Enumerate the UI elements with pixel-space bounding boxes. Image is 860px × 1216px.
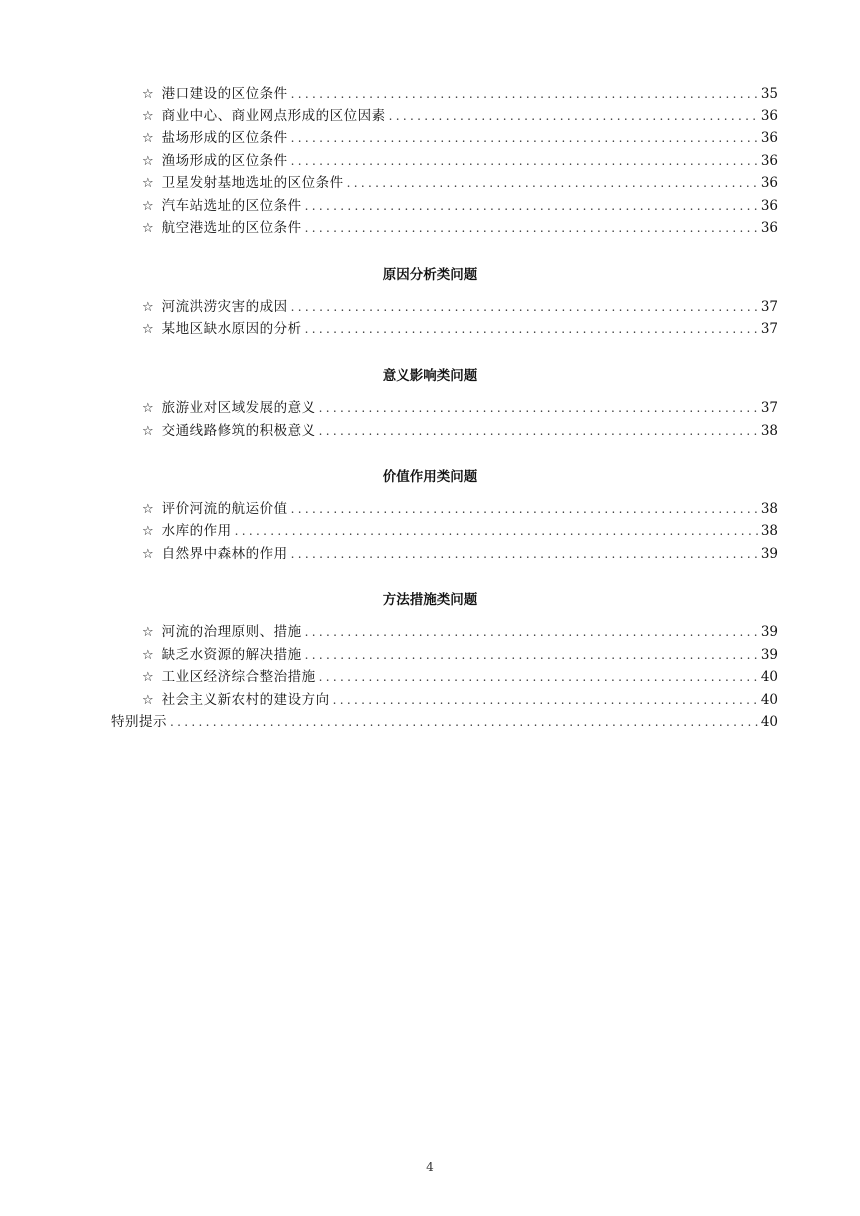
toc-entry-special-notes[interactable] xyxy=(111,711,778,733)
toc-entry-page: 38 xyxy=(760,423,778,439)
toc-entry-title: 盐场形成的区位条件 xyxy=(161,130,288,146)
toc-entry-title: 渔场形成的区位条件 xyxy=(161,153,288,169)
toc-entry-title: 交通线路修筑的积极意义 xyxy=(161,423,316,439)
toc-entry[interactable] xyxy=(142,644,778,666)
toc-entry-page: 39 xyxy=(760,647,778,663)
star-icon: ☆ xyxy=(142,670,154,685)
toc-entry-title: 港口建设的区位条件 xyxy=(161,86,288,102)
star-icon: ☆ xyxy=(142,524,154,539)
toc-entry-page: 38 xyxy=(760,523,778,539)
toc-entry-title: 工业区经济综合整治措施 xyxy=(161,669,316,685)
toc-entry[interactable] xyxy=(142,105,778,127)
toc-entry[interactable] xyxy=(142,217,778,239)
star-icon: ☆ xyxy=(142,300,154,315)
toc-entry[interactable] xyxy=(142,296,778,318)
toc-entry-title: 旅游业对区域发展的意义 xyxy=(161,400,316,416)
star-icon: ☆ xyxy=(142,322,154,337)
dot-leader xyxy=(389,105,758,127)
star-icon: ☆ xyxy=(142,693,154,708)
toc-entry-page: 37 xyxy=(760,299,778,315)
dot-leader xyxy=(291,543,758,565)
dot-leader xyxy=(291,150,758,172)
dot-leader xyxy=(291,498,758,520)
section-heading[interactable]: 意义影响类问题 xyxy=(382,368,478,384)
section-heading[interactable]: 方法措施类问题 xyxy=(382,592,478,608)
star-icon: ☆ xyxy=(142,625,154,640)
toc-entry-page: 37 xyxy=(760,400,778,416)
toc-entry-title: 评价河流的航运价值 xyxy=(161,501,288,517)
star-icon: ☆ xyxy=(142,154,154,169)
toc-entry-page: 36 xyxy=(760,153,778,169)
star-icon: ☆ xyxy=(142,87,154,102)
star-icon: ☆ xyxy=(142,131,154,146)
toc-entry-title: 汽车站选址的区位条件 xyxy=(161,198,302,214)
toc-entry-title: 河流的治理原则、措施 xyxy=(161,624,302,640)
toc-entry-title: 社会主义新农村的建设方向 xyxy=(161,692,330,708)
star-icon: ☆ xyxy=(142,502,154,517)
toc-entry[interactable] xyxy=(142,420,778,442)
star-icon: ☆ xyxy=(142,401,154,416)
toc-entry-title: 商业中心、商业网点形成的区位因素 xyxy=(161,108,386,124)
toc-entry[interactable] xyxy=(142,543,778,565)
dot-leader xyxy=(291,296,758,318)
section-heading[interactable]: 原因分析类问题 xyxy=(382,267,478,283)
star-icon: ☆ xyxy=(142,176,154,191)
star-icon: ☆ xyxy=(142,221,154,236)
dot-leader xyxy=(305,217,758,239)
section-heading[interactable]: 价值作用类问题 xyxy=(382,469,478,485)
toc-entry[interactable] xyxy=(142,127,778,149)
toc-entry[interactable] xyxy=(142,689,778,711)
dot-leader xyxy=(319,420,758,442)
star-icon: ☆ xyxy=(142,547,154,562)
toc-entry-page: 36 xyxy=(760,220,778,236)
toc-entry[interactable] xyxy=(142,172,778,194)
toc-entry-title: 自然界中森林的作用 xyxy=(161,546,288,562)
dot-leader xyxy=(319,666,758,688)
toc-entry-title: 缺乏水资源的解决措施 xyxy=(161,647,302,663)
toc-entry-page: 35 xyxy=(760,86,778,102)
toc-entry-title: 河流洪涝灾害的成因 xyxy=(161,299,288,315)
dot-leader xyxy=(291,127,758,149)
toc-entry[interactable] xyxy=(142,520,778,542)
dot-leader xyxy=(305,318,758,340)
toc-entry[interactable] xyxy=(142,498,778,520)
toc-entry-page: 38 xyxy=(760,501,778,517)
dot-leader xyxy=(333,689,758,711)
dot-leader xyxy=(291,83,758,105)
star-icon: ☆ xyxy=(142,109,154,124)
toc-entry[interactable] xyxy=(142,150,778,172)
toc-entry[interactable] xyxy=(142,666,778,688)
toc-entry-title: 特别提示 xyxy=(111,714,167,730)
toc-entry-page: 36 xyxy=(760,175,778,191)
toc-entry-page: 39 xyxy=(760,546,778,562)
page-number: 4 xyxy=(426,1160,434,1174)
toc-entry-title: 某地区缺水原因的分析 xyxy=(161,321,302,337)
toc-entry-page: 37 xyxy=(760,321,778,337)
dot-leader xyxy=(319,397,758,419)
star-icon: ☆ xyxy=(142,199,154,214)
toc-entry-title: 水库的作用 xyxy=(161,523,232,539)
toc-entry[interactable] xyxy=(142,195,778,217)
toc-entry[interactable] xyxy=(142,397,778,419)
toc-entry-page: 40 xyxy=(760,692,778,708)
toc-entry-title: 航空港选址的区位条件 xyxy=(161,220,302,236)
dot-leader xyxy=(305,644,758,666)
toc-entry-page: 39 xyxy=(760,624,778,640)
dot-leader xyxy=(235,520,758,542)
toc-entry-page: 40 xyxy=(760,669,778,685)
toc-entry-page: 36 xyxy=(760,130,778,146)
dot-leader xyxy=(347,172,758,194)
toc-entry[interactable] xyxy=(142,621,778,643)
toc-entry-page: 36 xyxy=(760,198,778,214)
dot-leader xyxy=(305,621,758,643)
dot-leader xyxy=(170,711,758,733)
toc-entry[interactable] xyxy=(142,83,778,105)
star-icon: ☆ xyxy=(142,648,154,663)
toc-entry-page: 40 xyxy=(760,714,778,730)
dot-leader xyxy=(305,195,758,217)
toc-entry-page: 36 xyxy=(760,108,778,124)
toc-entry[interactable] xyxy=(142,318,778,340)
toc-entry-title: 卫星发射基地选址的区位条件 xyxy=(161,175,344,191)
star-icon: ☆ xyxy=(142,424,154,439)
